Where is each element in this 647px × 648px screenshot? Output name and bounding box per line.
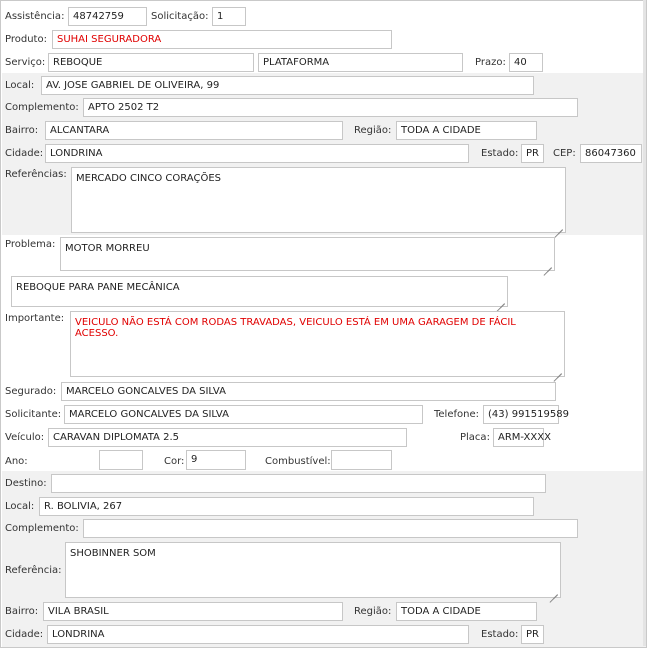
resize-grip-icon[interactable] <box>543 259 552 268</box>
destino-estado-field[interactable]: PR <box>521 625 544 644</box>
destino-regiao-label: Região: <box>354 606 392 617</box>
resize-grip-icon[interactable] <box>496 295 505 304</box>
importante-label: Importante: <box>5 313 65 324</box>
veiculo-label: Veículo: <box>5 432 45 443</box>
problema-textarea[interactable] <box>60 237 555 271</box>
assistencia-label: Assistência: <box>5 11 65 22</box>
placa-label: Placa: <box>460 432 490 443</box>
veiculo-field[interactable]: CARAVAN DIPLOMATA 2.5 <box>48 428 407 447</box>
complemento-field[interactable]: APTO 2502 T2 <box>83 98 578 117</box>
problema-detalhe-textarea[interactable] <box>11 276 508 307</box>
servico-type-field[interactable]: REBOQUE <box>48 53 254 72</box>
problema-detalhe-text: REBOQUE PARA PANE MECÂNICA <box>16 282 180 293</box>
telefone-label: Telefone: <box>434 409 479 420</box>
destino-label: Destino: <box>5 478 47 489</box>
referencias-textarea[interactable] <box>71 167 566 233</box>
destino-referencia-label: Referência: <box>5 565 62 576</box>
combustivel-field[interactable] <box>331 450 392 470</box>
servico-subtype-field[interactable]: PLATAFORMA <box>258 53 463 72</box>
problema-label: Problema: <box>5 239 56 250</box>
destino-cidade-field[interactable]: LONDRINA <box>47 625 469 644</box>
destino-local-label: Local: <box>5 501 35 512</box>
bairro-label: Bairro: <box>5 125 39 136</box>
local-field[interactable]: AV. JOSE GABRIEL DE OLIVEIRA, 99 <box>41 76 534 95</box>
destino-estado-label: Estado: <box>481 629 519 640</box>
cep-field[interactable]: 86047360 <box>580 144 642 163</box>
resize-grip-icon[interactable] <box>554 221 563 230</box>
solicitacao-field[interactable]: 1 <box>212 7 246 26</box>
cidade-field[interactable]: LONDRINA <box>45 144 469 163</box>
ano-label: Ano: <box>5 456 28 467</box>
solicitante-label: Solicitante: <box>5 409 62 420</box>
destino-field[interactable] <box>51 474 546 493</box>
vertical-scrollbar[interactable] <box>643 0 646 646</box>
destino-complemento-label: Complemento: <box>5 523 79 534</box>
servico-label: Serviço: <box>5 57 46 68</box>
prazo-field[interactable]: 40 <box>509 53 543 72</box>
problema-text: MOTOR MORREU <box>65 243 150 254</box>
cor-field[interactable]: 9 <box>186 450 246 470</box>
estado-field[interactable]: PR <box>521 144 544 163</box>
complemento-label: Complemento: <box>5 102 79 113</box>
destino-local-field[interactable]: R. BOLIVIA, 267 <box>39 497 534 516</box>
assistencia-field[interactable]: 48742759 <box>68 7 147 26</box>
solicitante-field[interactable]: MARCELO GONCALVES DA SILVA <box>64 405 423 424</box>
cor-label: Cor: <box>164 456 185 467</box>
segurado-field[interactable]: MARCELO GONCALVES DA SILVA <box>61 382 556 401</box>
destino-referencia-textarea[interactable] <box>65 542 561 598</box>
referencias-text: MERCADO CINCO CORAÇÕES <box>76 173 221 184</box>
local-label: Local: <box>5 80 35 91</box>
prazo-label: Prazo: <box>475 57 506 68</box>
destino-regiao-field[interactable]: TODA A CIDADE <box>396 602 537 621</box>
segurado-label: Segurado: <box>5 386 57 397</box>
combustivel-label: Combustível: <box>265 456 331 467</box>
cep-label: CEP: <box>553 148 576 159</box>
produto-label: Produto: <box>5 34 47 45</box>
solicitacao-label: Solicitação: <box>151 11 209 22</box>
produto-field[interactable]: SUHAI SEGURADORA <box>52 30 392 49</box>
destino-referencia-text: SHOBINNER SOM <box>70 548 156 559</box>
telefone-field[interactable]: (43) 991519589 <box>483 405 559 424</box>
cidade-label: Cidade: <box>5 148 44 159</box>
regiao-label: Região: <box>354 125 392 136</box>
destino-cidade-label: Cidade: <box>5 629 44 640</box>
ano-field[interactable] <box>99 450 143 470</box>
importante-textarea[interactable] <box>70 311 565 377</box>
bairro-field[interactable]: ALCANTARA <box>45 121 343 140</box>
importante-text: VEICULO NÃO ESTÁ COM RODAS TRAVADAS, VEICULO ESTÁ EM UMA GARAGEM DE FÁCIL ACESSO. <box>75 317 516 339</box>
referencias-label: Referências: <box>5 169 67 180</box>
destino-bairro-field[interactable]: VILA BRASIL <box>43 602 343 621</box>
destino-complemento-field[interactable] <box>83 519 578 538</box>
regiao-field[interactable]: TODA A CIDADE <box>396 121 537 140</box>
placa-field[interactable]: ARM-XXXX <box>493 428 544 447</box>
resize-grip-icon[interactable] <box>549 586 558 595</box>
estado-label: Estado: <box>481 148 519 159</box>
destino-bairro-label: Bairro: <box>5 606 39 617</box>
resize-grip-icon[interactable] <box>553 365 562 374</box>
